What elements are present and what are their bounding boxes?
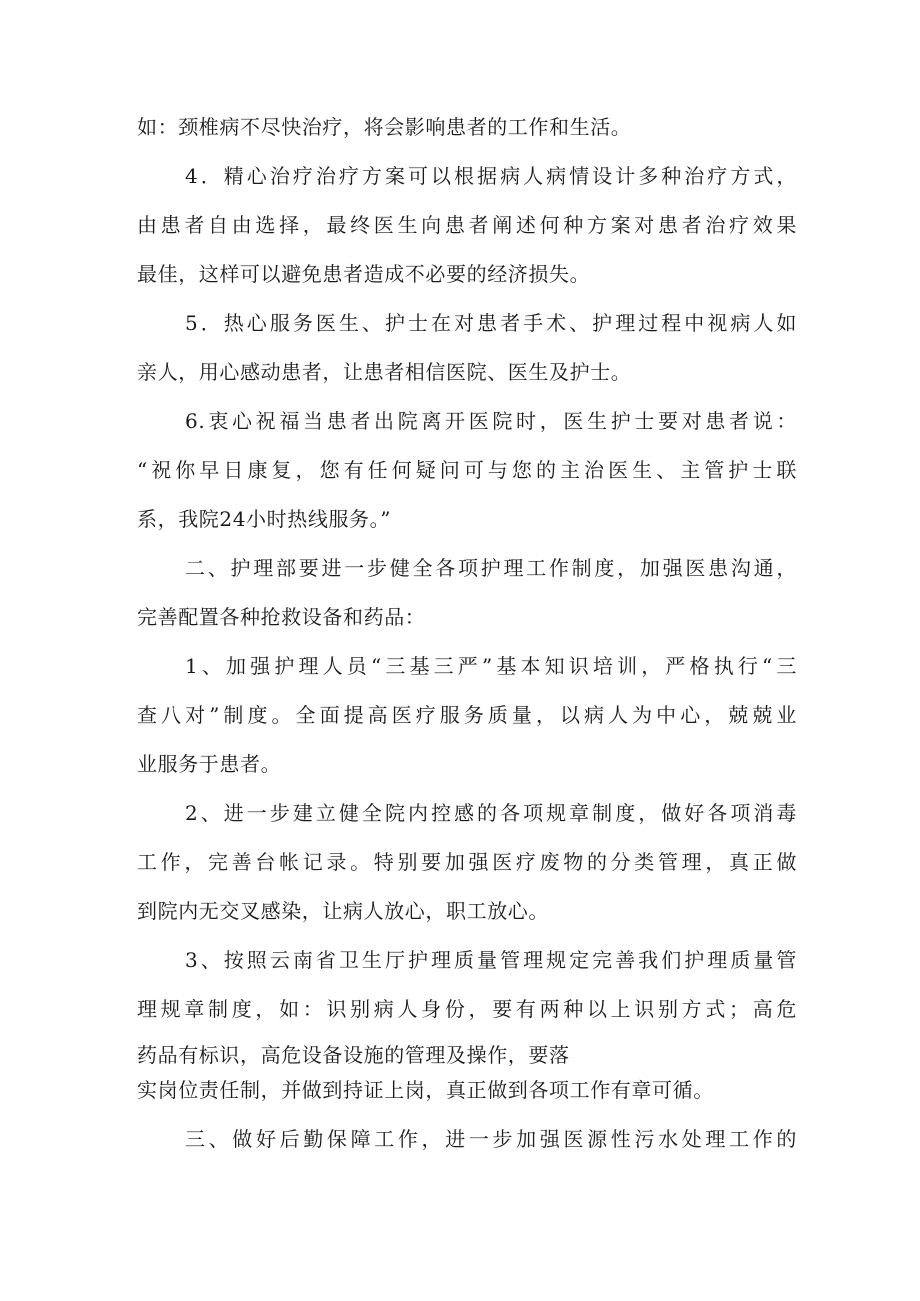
text-line: “祝你早日康复，您有任何疑问可与您的主治医生、主管护士联 — [137, 458, 797, 482]
text-line: 工作，完善台帐记录。特别要加强医疗废物的分类管理，真正做 — [137, 850, 797, 874]
text-line: 到院内无交叉感染，让病人放心，职工放心。 — [137, 899, 549, 923]
text-line: 3、按照云南省卫生厅护理质量管理规定完善我们护理质量管 — [185, 948, 797, 972]
text-line: 药品有标识，高危设备设施的管理及操作，要落 — [137, 1043, 570, 1067]
text-line: 6.衷心祝福当患者出院离开医院时，医生护士要对患者说： — [185, 409, 797, 433]
text-line: 5．热心服务医生、护士在对患者手术、护理过程中视病人如 — [185, 311, 797, 335]
text-line: 三、做好后勤保障工作，进一步加强医源性污水处理工作的 — [185, 1127, 797, 1151]
text-line: 理规章制度，如：识别病人身份，要有两种以上识别方式；高危 — [137, 997, 797, 1021]
text-line: 如：颈椎病不尽快治疗，将会影响患者的工作和生活。 — [137, 115, 632, 139]
text-line: 二、护理部要进一步健全各项护理工作制度，加强医患沟通， — [185, 556, 797, 580]
text-line: 由患者自由选择，最终医生向患者阐述何种方案对患者治疗效果 — [137, 213, 797, 237]
text-line: 查八对”制度。全面提高医疗服务质量，以病人为中心，兢兢业 — [137, 703, 797, 727]
text-line: 1、加强护理人员“三基三严”基本知识培训，严格执行“三 — [185, 654, 797, 678]
text-line: 4．精心治疗治疗方案可以根据病人病情设计多种治疗方式， — [185, 164, 797, 188]
text-line: 最佳，这样可以避免患者造成不必要的经济损失。 — [137, 262, 591, 286]
text-line: 完善配置各种抢救设备和药品： — [137, 605, 426, 629]
text-line: 实岗位责任制，并做到持证上岗，真正做到各项工作有章可循。 — [137, 1078, 714, 1102]
text-line: 2、进一步建立健全院内控感的各项规章制度，做好各项消毒 — [185, 801, 797, 825]
text-line: 业服务于患者。 — [137, 752, 282, 776]
text-line: 系，我院24小时热线服务。” — [137, 507, 392, 531]
text-line: 亲人，用心感动患者，让患者相信医院、医生及护士。 — [137, 360, 632, 384]
